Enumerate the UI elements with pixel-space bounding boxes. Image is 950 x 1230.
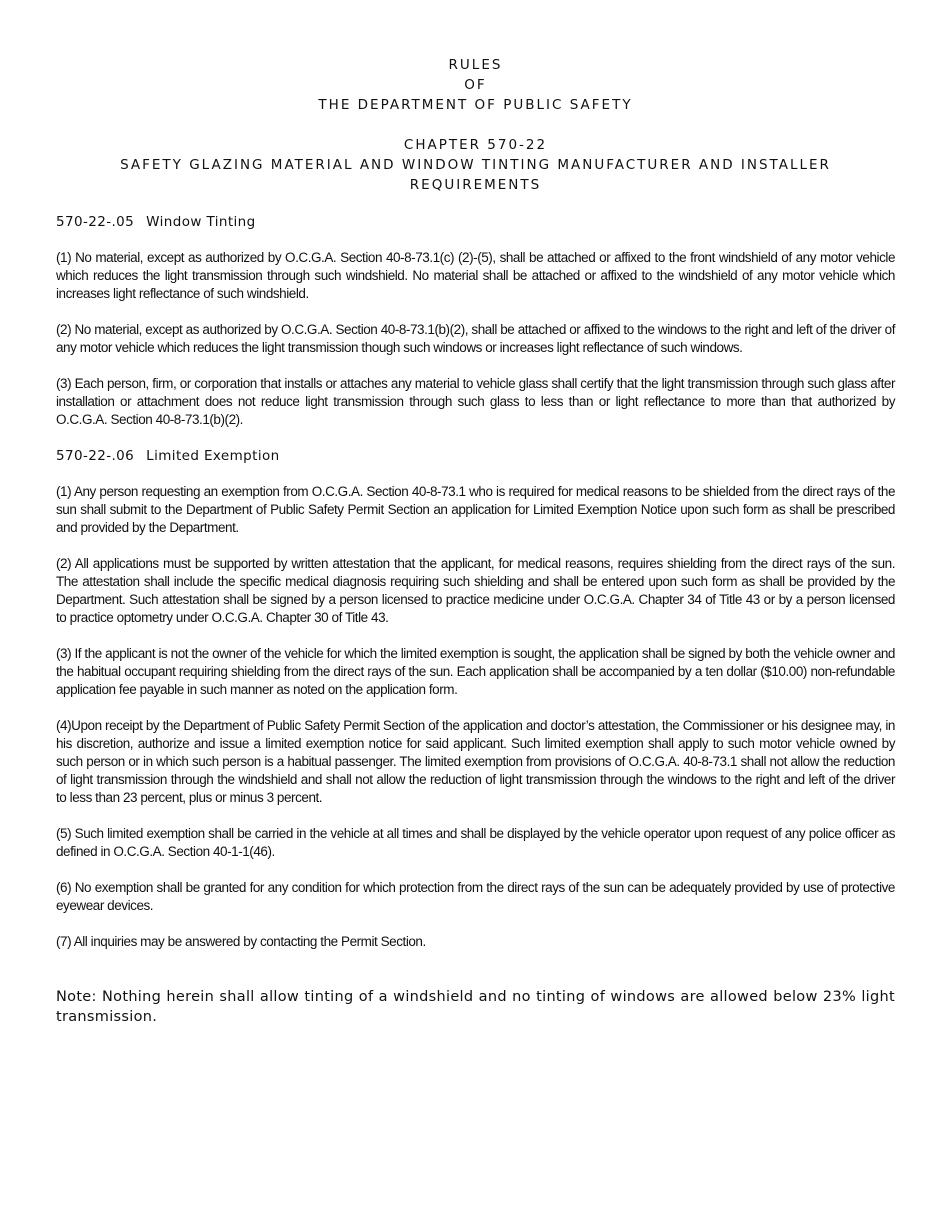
section-heading [56, 447, 895, 465]
paragraph: (1) No material, except as authorized by O.C.G.A. Section 40-8-73.1(c) (2)-(5), shall be attached or affixed to the front windshield of any motor vehicle which reduces the light transmission through such windshield. No material shall be attached or affixed to the windshield of any motor vehicle which increases light reflectance of such windshield. [56, 250, 895, 301]
paragraph: (6) No exemption shall be granted for any condition for which protection from the direct rays of the sun can be adequately provided by use of protective eyewear devices. [56, 880, 895, 913]
section-number: 570-22-.06 [56, 448, 135, 464]
section-window-tinting [56, 213, 895, 429]
paragraph: (7) All inquiries may be answered by contacting the Permit Section. [56, 934, 426, 949]
chapter-number: CHAPTER 570-22 [403, 137, 548, 153]
header-department: THE DEPARTMENT OF PUBLIC SAFETY [318, 97, 633, 113]
paragraph: (2) No material, except as authorized by O.C.G.A. Section 40-8-73.1(b)(2), shall be attached or affixed to the windows to the right and left of the driver of any motor vehicle which reduces the light transmission though such windows or increases light reflectance of such windows. [56, 322, 895, 355]
paragraph: (3) Each person, firm, or corporation that installs or attaches any material to vehicle glass shall certify that the light transmission through such glass after installation or attachment does not reduce light transmission through such glass to less than or light reflectance to more than that authorized by O.C.G.A. Section 40-8-73.1(b)(2). [56, 376, 895, 427]
section-number: 570-22-.05 [56, 214, 135, 230]
paragraph: (1) Any person requesting an exemption from O.C.G.A. Section 40-8-73.1 who is required for medical reasons to be shielded from the direct rays of the sun shall submit to the Department of Public Safety Permit Section an application for Limited Exemption Notice upon such form as shall be prescribed and provided by the Department. [56, 484, 895, 535]
header-of: OF [464, 77, 487, 93]
header-rules: RULES [448, 57, 503, 73]
section-heading [56, 213, 895, 231]
document-header [56, 55, 895, 195]
section-title: Window Tinting [146, 214, 256, 230]
chapter-title-line1: SAFETY GLAZING MATERIAL AND WINDOW TINTING MANUFACTURER AND INSTALLER [120, 157, 831, 173]
paragraph: (5) Such limited exemption shall be carried in the vehicle at all times and shall be displayed by the vehicle operator upon request of any police officer as defined in O.C.G.A. Section 40-1-1(46). [56, 826, 895, 859]
paragraph: (4)Upon receipt by the Department of Public Safety Permit Section of the application and doctor’s attestation, the Commissioner or his designee may, in his discretion, authorize and issue a limited exemption notice for said applicant. Such limited exemption shall apply to such motor vehicle owned by such person or in which such person is a habitual passenger. The limited exemption from provisions of O.C.G.A. 40-8-73.1 shall not allow the reduction of light transmission through the windshield and shall not allow the reduction of light transmission through the windows to the right and left of the driver to less than 23 percent, plus or minus 3 percent. [56, 718, 895, 805]
document-page [56, 55, 895, 1027]
note: Note: Nothing herein shall allow tinting of a windshield and no tinting of windows are allowed below 23% light transmission. [56, 989, 895, 1025]
section-limited-exemption [56, 447, 895, 951]
chapter-title-line2: REQUIREMENTS [409, 177, 542, 193]
section-title: Limited Exemption [146, 448, 280, 464]
paragraph: (2) All applications must be supported by written attestation that the applicant, for medical reasons, requires shielding from the direct rays of the sun. The attestation shall include the specific medical diagnosis requiring such shielding and shall be entered upon such form as shall be provided by the Department. Such attestation shall be signed by a person licensed to practice medicine under O.C.G.A. Chapter 34 of Title 43 or by a person licensed to practice optometry under O.C.G.A. Chapter 30 of Title 43. [56, 556, 895, 625]
paragraph: (3) If the applicant is not the owner of the vehicle for which the limited exemption is sought, the application shall be signed by both the vehicle owner and the habitual occupant requiring shielding from the direct rays of the sun. Each application shall be accompanied by a ten dollar ($10.00) non-refundable application fee payable in such manner as noted on the application form. [56, 646, 895, 697]
